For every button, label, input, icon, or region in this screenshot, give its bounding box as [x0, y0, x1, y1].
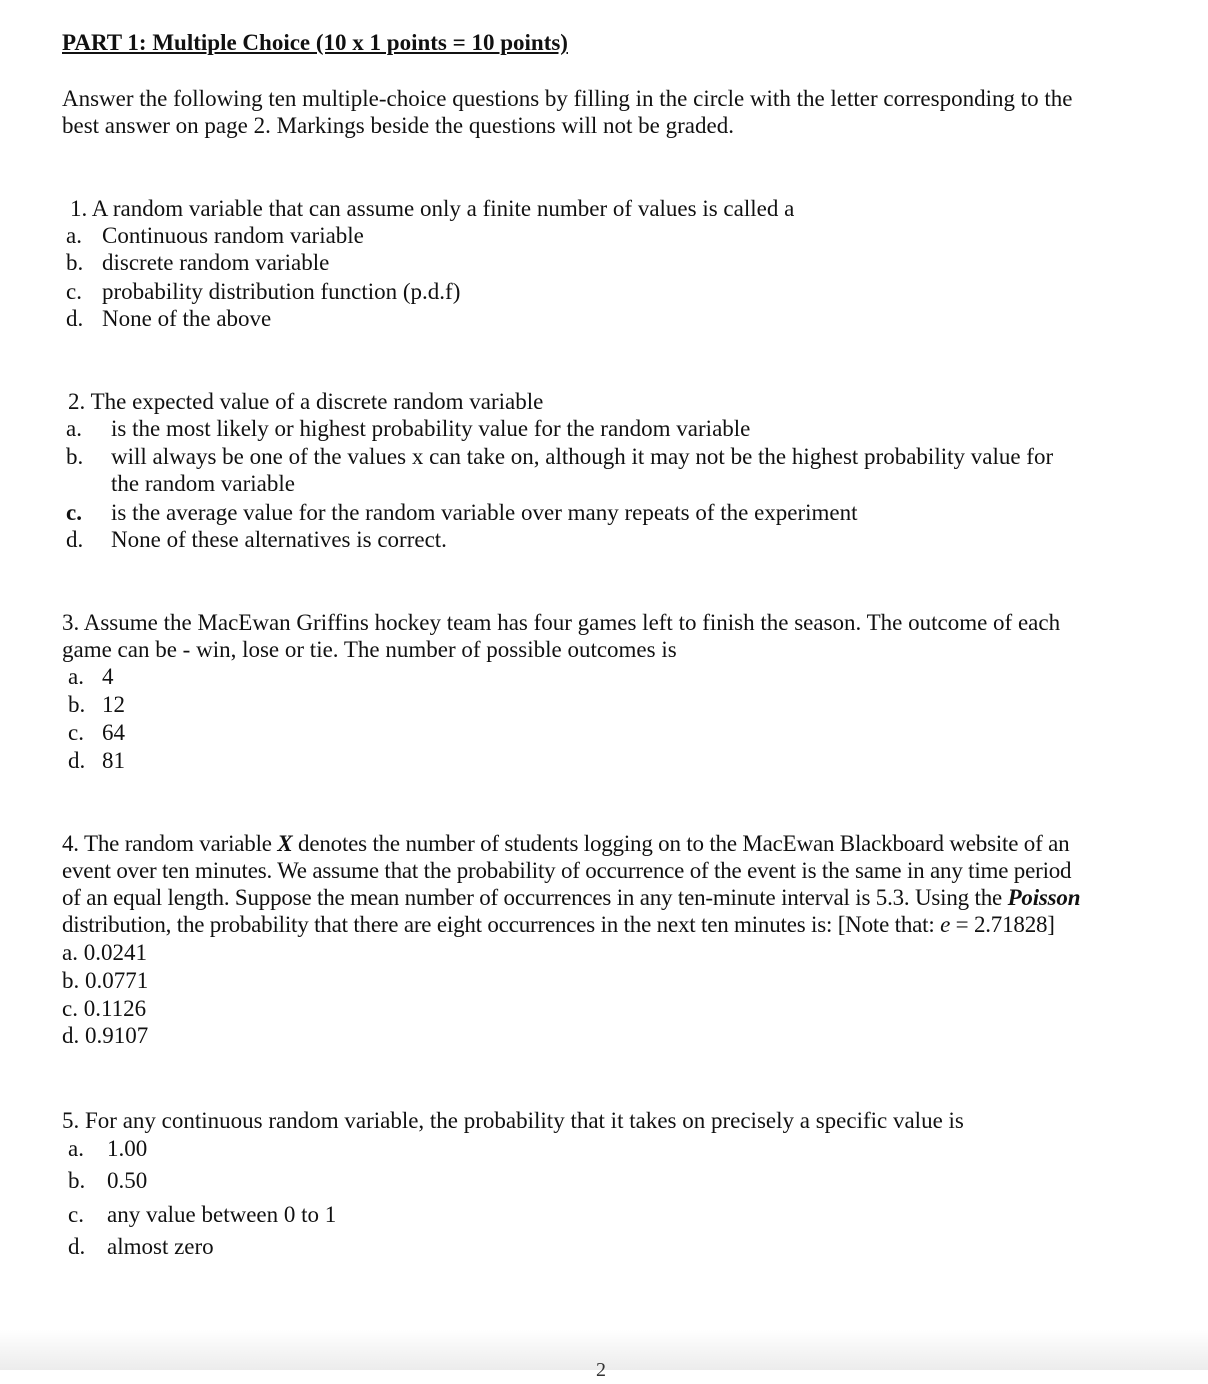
intro-line-1: Answer the following ten multiple-choice questions by filling in the circle with the letter corresponding to the	[62, 86, 1073, 111]
q3-option-c: 64	[102, 720, 125, 745]
q5-option-b: 0.50	[107, 1168, 148, 1193]
q5-option-d: almost zero	[107, 1234, 214, 1259]
q4-line-1-start: 4. The random variable	[62, 831, 278, 856]
q3-option-d: 81	[102, 748, 125, 773]
question-3-stem-line-2: game can be - win, lose or tie. The number of possible outcomes is	[62, 637, 677, 662]
q3-option-a-letter: a.	[68, 664, 84, 689]
q4-option-d: d. 0.9107	[62, 1023, 149, 1048]
intro-line-2: best answer on page 2. Markings beside the questions will not be graded.	[62, 113, 734, 138]
q2-option-d: None of these alternatives is correct.	[111, 527, 447, 552]
q2-option-b-continued: the random variable	[111, 471, 295, 496]
q3-option-c-letter: c.	[68, 720, 84, 745]
question-4-stem-line-2: event over ten minutes. We assume that the probability of occurrence of the event is the same in any time period	[62, 858, 1072, 883]
q2-option-c-letter: c.	[66, 500, 82, 525]
q1-option-b: discrete random variable	[102, 250, 330, 275]
q4-line-4-end: = 2.71828]	[950, 912, 1055, 937]
q5-option-c: any value between 0 to 1	[107, 1202, 337, 1227]
q1-option-a: Continuous random variable	[102, 223, 364, 248]
question-4-stem-line-4	[62, 911, 1055, 939]
question-1-stem: 1. A random variable that can assume only a finite number of values is called a	[70, 196, 795, 221]
question-5-stem: 5. For any continuous random variable, the probability that it takes on precisely a specific value is	[62, 1108, 964, 1133]
q5-option-d-letter: d.	[68, 1234, 86, 1259]
random-variable-x: X	[277, 831, 293, 856]
q5-option-a: 1.00	[107, 1136, 148, 1161]
page-title: PART 1: Multiple Choice (10 x 1 points = 10 points)	[62, 30, 568, 55]
q2-option-b: will always be one of the values x can take on, although it may not be the highest probability value for	[111, 444, 1054, 469]
question-4-stem-line-1	[62, 830, 1069, 858]
q3-option-d-letter: d.	[68, 748, 86, 773]
q3-option-b: 12	[102, 692, 125, 717]
question-4-stem-line-3	[62, 884, 1080, 912]
q4-line-4-start: distribution, the probability that there are eight occurrences in the next ten minutes is: [Note that:	[62, 912, 941, 937]
q5-option-a-letter: a.	[68, 1136, 84, 1161]
q1-option-c-letter: c.	[66, 279, 82, 304]
q4-option-b: b. 0.0771	[62, 968, 149, 993]
q2-option-a: is the most likely or highest probability value for the random variable	[111, 416, 751, 441]
q1-option-d-letter: d.	[66, 306, 84, 331]
q2-option-c: is the average value for the random variable over many repeats of the experiment	[111, 500, 858, 525]
page-number: 2	[596, 1359, 606, 1381]
q3-option-b-letter: b.	[68, 692, 86, 717]
q4-option-c: c. 0.1126	[62, 996, 147, 1021]
q4-line-3-start: of an equal length. Suppose the mean number of occurrences in any ten-minute interval is 5.3. Using the	[62, 885, 1008, 910]
q4-option-a: a. 0.0241	[62, 940, 147, 965]
q2-option-b-letter: b.	[66, 444, 84, 469]
question-3-stem-line-1: 3. Assume the MacEwan Griffins hockey team has four games left to finish the season. The outcome of each	[62, 610, 1061, 635]
q4-line-1-end: denotes the number of students logging on to the MacEwan Blackboard website of an	[292, 831, 1070, 856]
q1-option-c: probability distribution function (p.d.f)	[102, 279, 461, 304]
q5-option-b-letter: b.	[68, 1168, 86, 1193]
question-2-stem: 2. The expected value of a discrete random variable	[68, 389, 544, 414]
q2-option-a-letter: a.	[66, 416, 82, 441]
q1-option-a-letter: a.	[66, 223, 82, 248]
q1-option-b-letter: b.	[66, 250, 84, 275]
q1-option-d: None of the above	[102, 306, 272, 331]
euler-e: e	[940, 912, 951, 937]
q3-option-a: 4	[102, 664, 114, 689]
q2-option-d-letter: d.	[66, 527, 84, 552]
poisson-term: Poisson	[1007, 885, 1081, 910]
q5-option-c-letter: c.	[68, 1202, 84, 1227]
